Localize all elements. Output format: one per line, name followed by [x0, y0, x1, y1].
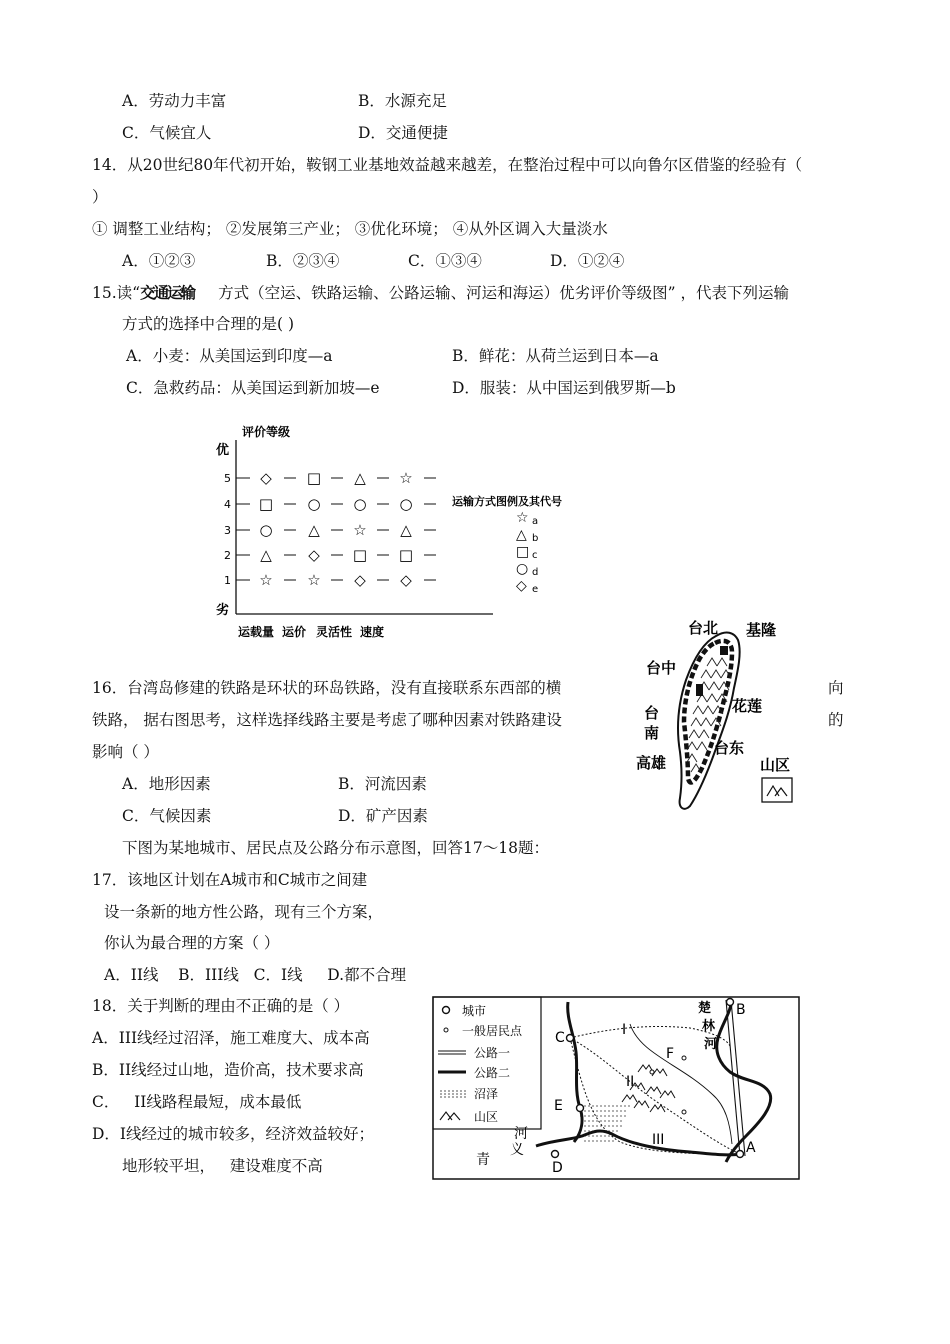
chart-legend-symbol: ○ — [516, 561, 529, 577]
chart-legend-code: b — [532, 533, 539, 544]
legend-road-2: 公路二 — [474, 1066, 511, 1080]
q18-option-c: C． II线路程最短，成本最低 — [92, 1093, 302, 1111]
mountain-symbol — [650, 1105, 665, 1112]
q16-option-d: D．矿产因素 — [338, 807, 428, 825]
legend-mountain-icon — [767, 786, 787, 796]
mountain-symbol — [693, 706, 703, 714]
mountain-symbol — [697, 742, 707, 750]
chart-cell-symbol: ○ — [353, 495, 367, 513]
chart-cell-symbol: △ — [354, 469, 366, 487]
label-river-qingyi-2: 义 — [510, 1142, 524, 1158]
mountain-symbol — [699, 730, 709, 738]
q16-line-2: 铁路， 据右图思考，这样选择线路主要是考虑了哪种因素对铁路建设 — [92, 711, 562, 729]
q15-stem-overlap: 交通运输 — [140, 283, 195, 302]
q13-option-d: D．交通便捷 — [358, 124, 448, 142]
label-kaohsiung: 高雄 — [636, 754, 667, 772]
label-route-3: III — [652, 1132, 665, 1148]
chart-legend-code: c — [532, 550, 538, 561]
chart-cell-symbol: ☆ — [353, 521, 367, 539]
mountain-symbol — [707, 658, 717, 666]
chart-legend-symbol: ◇ — [516, 578, 527, 594]
mountain-symbol — [707, 694, 717, 702]
q13-option-a: A．劳动力丰富 — [122, 92, 227, 110]
chart-cell-symbol: □ — [352, 546, 368, 564]
mountain-symbol — [701, 718, 711, 726]
city-A — [737, 1151, 744, 1158]
q17-line-2: 设一条新的地方性公路，现有三个方案， — [104, 903, 384, 921]
legend-settlement-icon — [444, 1028, 448, 1032]
label-river-chulin-3: 河 — [704, 1037, 718, 1052]
chart-legend-symbol: □ — [516, 544, 530, 560]
legend-mountain-box — [762, 778, 792, 802]
chart-cell-symbol: ☆ — [259, 571, 273, 589]
chart-bottom-label: 劣 — [216, 603, 230, 618]
chart-x-label: 运载量 — [238, 625, 275, 639]
settlement-3 — [682, 1110, 686, 1114]
chart-cell-symbol: ◇ — [260, 469, 272, 487]
chart-cell-symbol: ☆ — [307, 571, 321, 589]
label-city-C: C — [555, 1030, 565, 1046]
q18-stem: 18．关于判断的理由不正确的是（ ） — [92, 997, 350, 1015]
chart-x-label: 速度 — [360, 625, 385, 639]
settlement-F — [682, 1056, 686, 1060]
settlement-2 — [650, 1070, 654, 1074]
chart-tick-label: 5 — [224, 472, 231, 485]
chart-cell-symbol: ◇ — [308, 546, 320, 564]
legend-swamp-icon — [440, 1091, 466, 1097]
q15-option-a: A．小麦：从美国运到印度—a — [126, 347, 333, 365]
q16-line-3: 影响（ ） — [92, 743, 159, 761]
taichung-city-icon — [696, 684, 703, 696]
chart-legend-title: 运输方式图例及其代号 — [452, 495, 562, 508]
q16-line-1: 16．台湾岛修建的铁路是环状的环岛铁路，没有直接联系东西部的横 — [92, 679, 562, 697]
chart-y-title: 评价等级 — [242, 425, 291, 439]
taiwan-railway-map — [622, 608, 822, 818]
legend-swamp: 沼泽 — [474, 1087, 499, 1101]
label-city-A: A — [746, 1140, 756, 1156]
q16-option-b: B．河流因素 — [338, 775, 427, 793]
chart-tick-label: 1 — [224, 574, 231, 587]
chart-x-label: 灵活性 — [316, 625, 353, 639]
q17-options: A．II线 B．III线 C．I线 D.都不合理 — [104, 966, 407, 984]
chart-cell-symbol: □ — [306, 469, 322, 487]
legend-city: 城市 — [462, 1004, 487, 1018]
chart-cell-symbol: ◇ — [354, 571, 366, 589]
q16-line-2-end: 的 — [828, 711, 844, 729]
q16-option-c: C．气候因素 — [122, 807, 212, 825]
q18-option-d-line-1: D．I线经过的城市较多，经济效益较好； — [92, 1125, 375, 1143]
legend-road-1: 公路一 — [474, 1046, 511, 1060]
q15-option-b: B．鲜花：从荷兰运到日本—a — [452, 347, 659, 365]
label-tainan-2: 南 — [644, 724, 660, 742]
q16-option-a: A．地形因素 — [122, 775, 211, 793]
label-city-B: B — [736, 1002, 746, 1018]
q18-option-d-line-2: 地形较平坦， 建设难度不高 — [122, 1157, 323, 1175]
legend-mountain-icon-2 — [440, 1112, 460, 1120]
chart-cell-symbol: □ — [258, 495, 274, 513]
q17-line-3: 你认为最合理的方案（ ） — [104, 934, 280, 952]
chart-cell-symbol: ○ — [307, 495, 321, 513]
chart-top-label: 优 — [216, 443, 230, 458]
q13-option-c: C．气候宜人 — [122, 124, 212, 142]
chart-legend-code: e — [532, 584, 539, 595]
label-keelung: 基隆 — [746, 621, 777, 639]
chart-tick-label: 2 — [224, 549, 231, 562]
label-settlement-F: F — [666, 1046, 675, 1062]
mountain-symbol — [691, 718, 701, 726]
mountain-symbol — [689, 730, 699, 738]
label-tainan-1: 台 — [644, 704, 660, 722]
legend-city-icon — [443, 1007, 450, 1014]
q15-option-d: D．服装：从中国运到俄罗斯—b — [452, 379, 676, 397]
label-hualien: 花莲 — [732, 697, 763, 715]
q14-option-c: C．①③④ — [408, 252, 482, 270]
city-C — [567, 1035, 574, 1042]
legend-mountain-label: 山区 — [760, 756, 791, 774]
label-river-chulin-1: 楚 — [698, 1001, 712, 1016]
q15-stem-rest: 方式（空运、铁路运输、公路运输、河运和海运）优劣评价等级图” ，代表下列运输 — [218, 284, 789, 302]
q15-stem-cont: 方式的选择中合理的是( ) — [122, 315, 295, 333]
q14-items: ① 调整工业结构； ②发展第三产业； ③优化环境； ④从外区调入大量淡水 — [92, 220, 608, 238]
river-west — [568, 1002, 582, 1142]
chart-cell-symbol: △ — [400, 521, 412, 539]
road-distribution-map — [430, 994, 802, 1184]
swamp-area — [580, 1106, 630, 1141]
label-taitung: 台东 — [714, 739, 745, 757]
chart-cell-symbol: ○ — [399, 495, 413, 513]
q14-stem-cont: ） — [92, 188, 108, 206]
q14-stem: 14．从20世纪80年代初开始，鞍钢工业基地效益越来越差，在整治过程中可以向鲁尔区借鉴的经验有（ — [92, 156, 803, 174]
mountain-symbol — [622, 1095, 637, 1102]
label-city-E: E — [554, 1098, 563, 1114]
chart-cell-symbol: ◇ — [400, 571, 412, 589]
chart-cell-symbol: ☆ — [399, 469, 413, 487]
q14-option-b: B．②③④ — [266, 252, 340, 270]
legend-mountain: 山区 — [474, 1110, 499, 1124]
city-B — [727, 999, 734, 1006]
q15-option-c: C．急救药品：从美国运到新加坡—e — [126, 379, 380, 397]
q13-option-b: B．水源充足 — [358, 92, 447, 110]
river-qingyi — [536, 1131, 742, 1155]
mountain-symbol — [660, 1091, 675, 1098]
mountain-symbol — [711, 670, 721, 678]
label-taipei: 台北 — [688, 619, 719, 637]
label-river-qingyi-3: 河 — [514, 1126, 528, 1142]
mountain-symbol — [703, 706, 713, 714]
mountain-symbol — [701, 670, 711, 678]
mountain-symbol — [646, 1087, 661, 1094]
label-river-chulin-2: 林 — [702, 1019, 716, 1034]
chart-cell-symbol: △ — [308, 521, 320, 539]
q14-option-a: A．①②③ — [122, 252, 196, 270]
taipei-city-icon — [720, 646, 728, 655]
label-river-qingyi-1: 青 — [476, 1152, 490, 1168]
q15-stem-prefix: 15.读“ — [92, 284, 141, 302]
chart-tick-label: 4 — [224, 498, 231, 511]
chart-x-label: 运价 — [282, 625, 307, 639]
transport-rating-chart — [210, 418, 570, 648]
legend-settlement: 一般居民点 — [462, 1024, 523, 1038]
chart-legend-code: a — [532, 516, 539, 527]
label-route-2: II — [626, 1074, 635, 1090]
label-route-1: I — [622, 1022, 627, 1038]
city-E — [577, 1105, 584, 1112]
chart-cell-symbol: ○ — [259, 521, 273, 539]
intro-17-18: 下图为某地城市、居民点及公路分布示意图，回答17～18题： — [122, 839, 549, 857]
q16-line-1-end: 向 — [828, 679, 844, 697]
label-taichung: 台中 — [646, 659, 677, 677]
chart-cell-symbol: □ — [398, 546, 414, 564]
q17-line-1: 17．该地区计划在A城市和C城市之间建 — [92, 871, 368, 889]
label-city-D: D — [552, 1160, 563, 1176]
q15-stem — [92, 283, 789, 303]
q18-option-b: B．II线经过山地，造价高，技术要求高 — [92, 1061, 364, 1079]
mountain-symbol — [717, 658, 727, 666]
mountain-symbol — [634, 1101, 649, 1108]
chart-legend-symbol: ☆ — [516, 510, 529, 526]
mountain-symbol — [709, 682, 719, 690]
chart-legend-symbol: △ — [516, 527, 527, 543]
city-D — [552, 1151, 559, 1158]
q18-option-a: A．III线经过沼泽，施工难度大、成本高 — [92, 1029, 370, 1047]
chart-tick-label: 3 — [224, 524, 231, 537]
chart-cell-symbol: △ — [260, 546, 272, 564]
q14-option-d: D．①②④ — [550, 252, 625, 270]
chart-legend-code: d — [532, 567, 539, 578]
